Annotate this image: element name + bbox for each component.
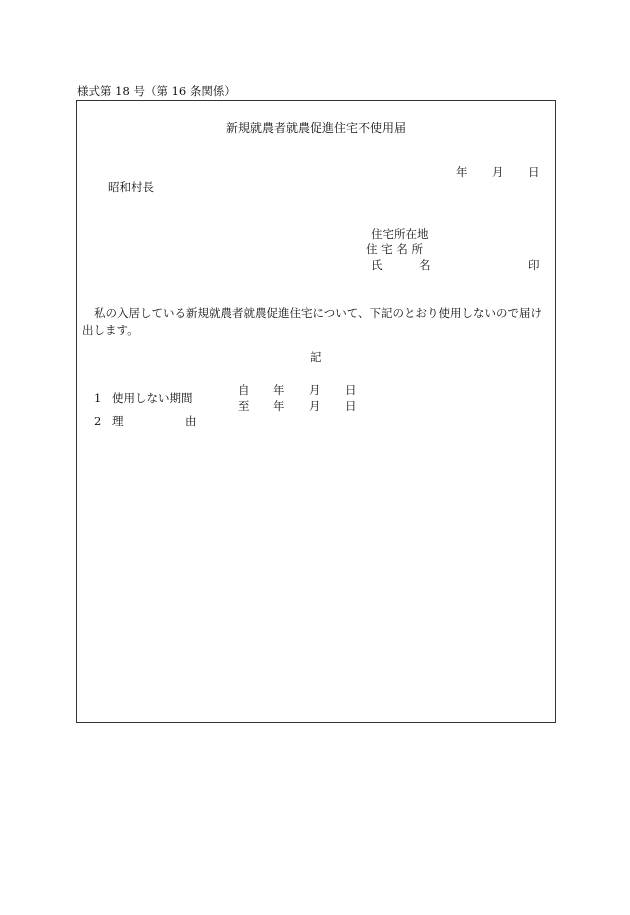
addressee: 昭和村長 [108, 180, 154, 194]
date-day-label: 日 [528, 165, 540, 179]
ki-heading: 記 [310, 350, 322, 364]
form-title: 新規就農者就農促進住宅不使用届 [226, 121, 407, 135]
body-paragraph [82, 305, 552, 339]
seal-mark: 印 [528, 258, 540, 272]
period-from-day: 日 [345, 383, 357, 397]
date-month-label: 月 [492, 165, 504, 179]
name-label-first-char: 氏 [371, 258, 383, 272]
period-to-month: 月 [309, 399, 321, 413]
date-year-label: 年 [456, 165, 468, 179]
period-from-year: 年 [273, 383, 285, 397]
item-1-number: 1 [94, 391, 102, 405]
address-label: 住宅所在地 [371, 227, 429, 241]
item-2-number: 2 [94, 414, 102, 428]
period-to-label: 至 [238, 399, 250, 413]
period-from-month: 月 [309, 383, 321, 397]
name-label-second-char: 名 [419, 258, 431, 272]
item-2-label-first-char: 理 [112, 414, 124, 428]
body-text: 私の入居している新規就農者就農促進住宅について、下記のとおり使用しないので届け出します。 [82, 306, 543, 337]
residence-label: 住 宅 名 所 [366, 242, 423, 256]
period-to-day: 日 [345, 399, 357, 413]
period-to-year: 年 [273, 399, 285, 413]
item-2-label-second-char: 由 [185, 414, 197, 428]
form-number-label: 様式第 18 号（第 16 条関係） [77, 84, 236, 98]
period-from-label: 自 [238, 383, 250, 397]
item-1-label: 使用しない期間 [112, 391, 193, 405]
